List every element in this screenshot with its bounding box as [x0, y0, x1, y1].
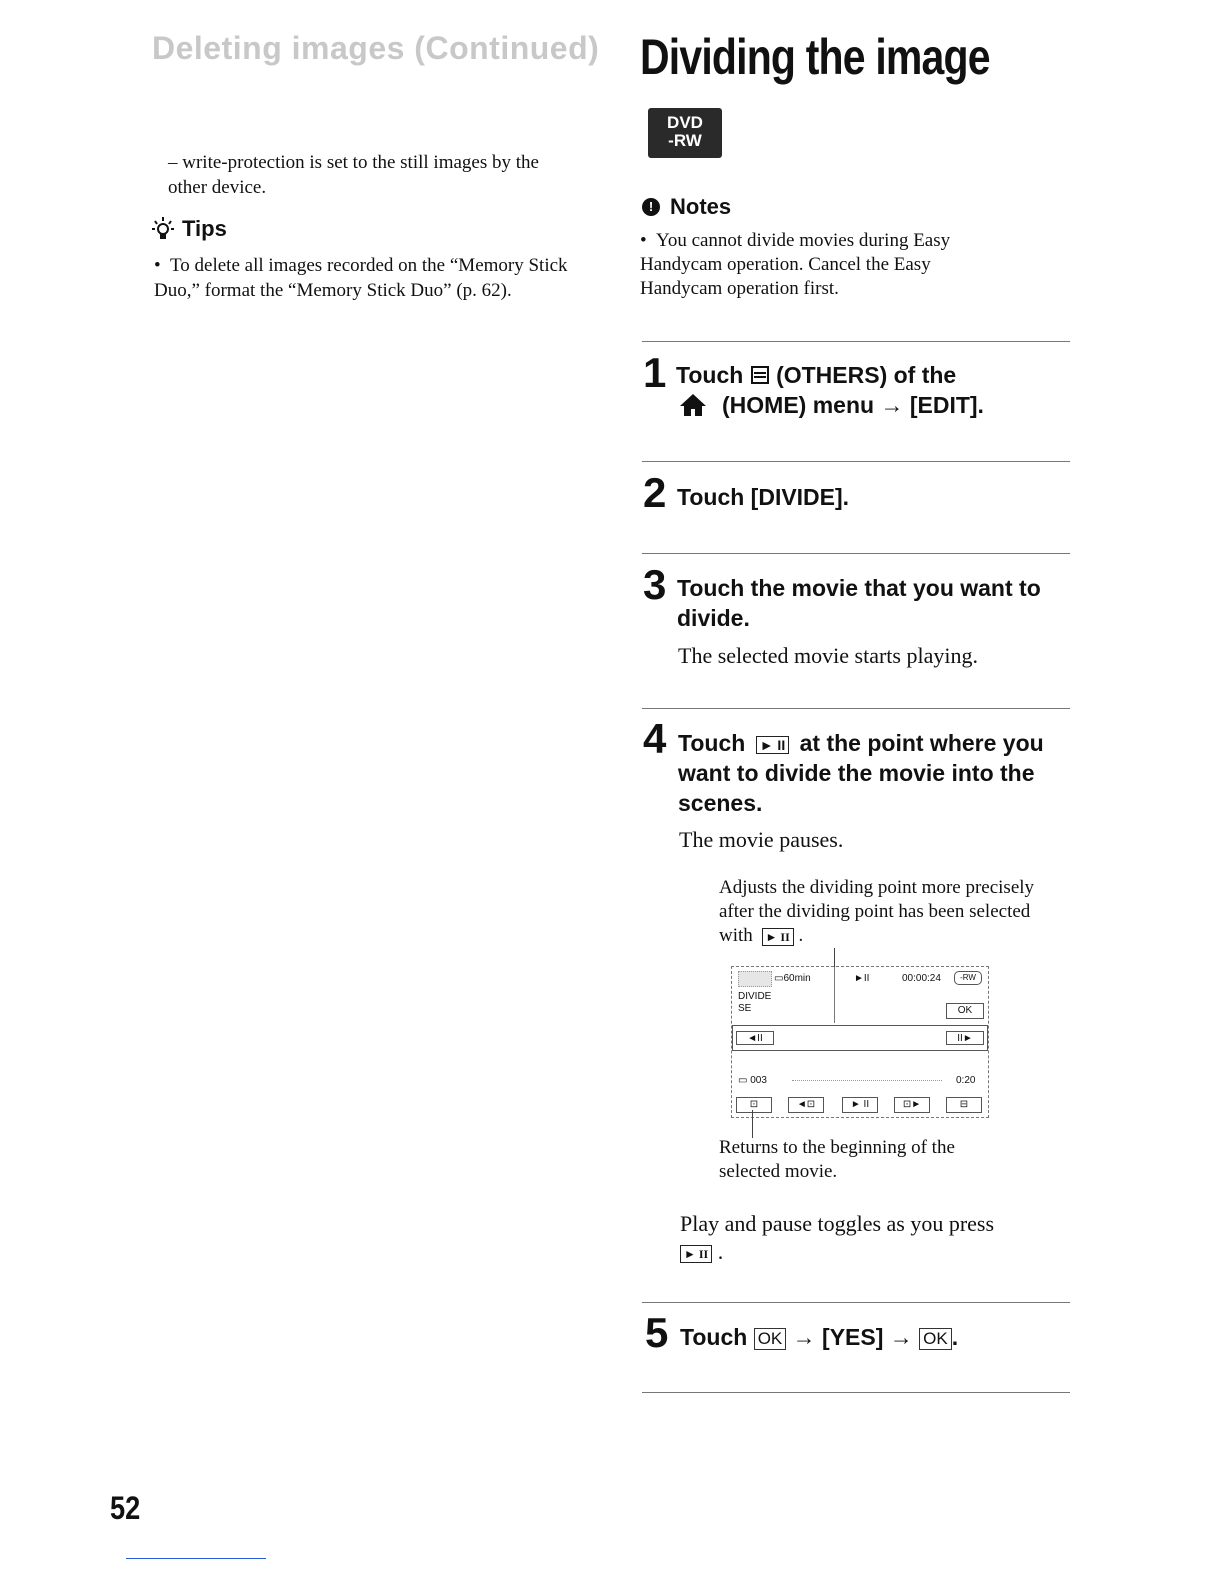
tips-heading-text: Tips	[182, 216, 227, 241]
thumbnail-area	[738, 971, 772, 987]
dvd-rw-badge	[648, 108, 722, 158]
badge-line-2: -RW	[668, 131, 702, 150]
quality-icon: SE	[738, 1003, 752, 1014]
step-5-touch: Touch	[680, 1324, 748, 1350]
divider	[642, 553, 1070, 554]
callout-leader-line	[752, 1110, 753, 1138]
callout-top-text: Adjusts the dividing point more precisely after the dividing point has been selected with	[719, 877, 1035, 946]
step-1-home: (HOME) menu	[722, 392, 875, 418]
options-button[interactable]: ⊟	[946, 1097, 982, 1113]
step-1-touch: Touch	[676, 362, 744, 388]
notes-heading	[642, 194, 731, 220]
bullet-marker: •	[154, 255, 161, 276]
frame-forward-button[interactable]: II►	[946, 1031, 984, 1045]
step-2-text: Touch [DIVIDE].	[677, 484, 850, 510]
play-status-icon: ►II	[854, 973, 870, 984]
step-3-body: The selected movie starts playing.	[678, 643, 978, 668]
step-number: 3	[643, 561, 667, 608]
lightbulb-icon	[152, 216, 174, 242]
step-1-edit: [EDIT].	[909, 392, 984, 418]
dash-item-text: write-protection is set to the still images by the other device.	[168, 152, 539, 198]
notes-list-item	[640, 229, 1000, 301]
step-1-text	[676, 360, 1066, 420]
arrow-icon: →	[792, 1324, 816, 1350]
play-pause-button-icon: ► II	[762, 928, 794, 946]
step-4-rest: at the point where you want to divide the movie into the scenes.	[678, 730, 1044, 816]
play-pause-button[interactable]: ► II	[842, 1097, 878, 1113]
badge-line-1: DVD	[667, 113, 703, 132]
ok-button-icon: OK	[919, 1328, 952, 1350]
next-button[interactable]: ⊡►	[894, 1097, 930, 1113]
others-icon	[750, 365, 770, 385]
step-number: 4	[643, 715, 667, 762]
callout-bottom: Returns to the beginning of the selected movie.	[719, 1137, 955, 1182]
dvd-rw-indicator: -RW	[954, 971, 982, 985]
frame-back-button[interactable]: ◄II	[736, 1031, 774, 1045]
scene-duration: 0:20	[956, 1075, 976, 1086]
arrow-icon: →	[889, 1324, 913, 1350]
divider	[642, 708, 1070, 709]
callout-top: Adjusts the dividing point more precisely after the dividing point has been selected with ► II .	[719, 877, 1035, 946]
running-head: Deleting images (Continued)	[152, 30, 600, 66]
mode-label: DIVIDE	[738, 991, 772, 1002]
lcd-screen-diagram	[731, 966, 989, 1118]
step-5-text: Touch OK → [YES] → OK .	[680, 1324, 959, 1350]
notes-item-text: You cannot divide movies during Easy Handycam operation. Cancel the Easy Handycam operation first.	[640, 230, 951, 299]
scene-number-value: 003	[750, 1075, 767, 1086]
divider	[642, 1302, 1070, 1303]
bullet-marker: •	[640, 230, 647, 251]
tips-list-item	[154, 253, 574, 303]
divider	[642, 461, 1070, 462]
tips-item-text: To delete all images recorded on the “Memory Stick Duo,” format the “Memory Stick Duo” (p. 62).	[154, 255, 568, 301]
step-number: 5	[645, 1309, 669, 1356]
dash-list-item	[168, 150, 568, 200]
ok-button-icon: OK	[754, 1328, 787, 1350]
divider	[642, 1392, 1070, 1393]
arrow-icon: →	[880, 392, 904, 418]
yes-label: [YES]	[822, 1324, 884, 1350]
home-icon	[678, 393, 708, 417]
step-4-text	[678, 728, 1070, 818]
timecode: 00:00:24	[902, 973, 941, 984]
step-number: 1	[643, 349, 667, 396]
step-4-body: The movie pauses.	[679, 827, 844, 852]
page-number: 52	[110, 1490, 141, 1526]
play-pause-note-text: Play and pause toggles as you press	[680, 1211, 995, 1236]
step-1-others: (OTHERS) of the	[776, 362, 957, 388]
scene-number: ▭ 003	[738, 1075, 767, 1086]
step-4-touch: Touch	[678, 730, 746, 756]
dash-marker: –	[168, 152, 183, 173]
footer-line	[126, 1558, 266, 1559]
play-pause-button-icon: ► II	[756, 736, 790, 754]
previous-button[interactable]: ◄⊡	[788, 1097, 824, 1113]
tips-heading	[152, 216, 227, 242]
divider	[642, 341, 1070, 342]
remaining-value: 60min	[783, 973, 811, 984]
progress-bar	[792, 1080, 942, 1081]
screen-divider	[834, 967, 835, 1023]
step-3-text: Touch the movie that you want to divide.	[677, 575, 1041, 631]
step-number: 2	[643, 469, 667, 516]
return-to-start-button[interactable]: ⊡	[736, 1097, 772, 1113]
ok-button[interactable]: OK	[946, 1003, 984, 1019]
page-title: Dividing the image	[640, 29, 990, 85]
notes-heading-text: Notes	[670, 194, 732, 219]
play-pause-button-icon: ► II	[680, 1245, 712, 1263]
remaining-time: ▭60min	[774, 973, 811, 984]
notes-icon: !	[642, 198, 660, 216]
play-pause-note: Play and pause toggles as you press ► II .	[680, 1211, 995, 1264]
